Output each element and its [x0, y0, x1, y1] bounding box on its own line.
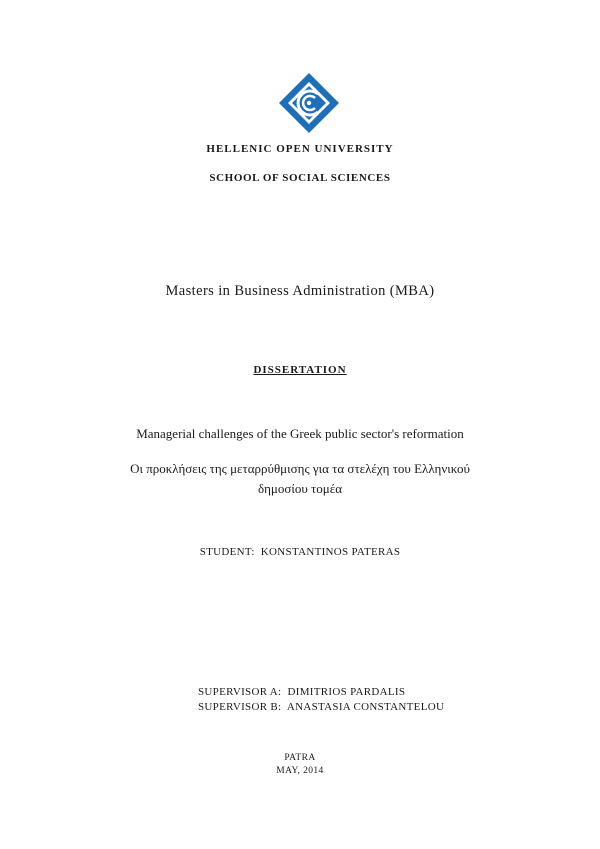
document-type-heading: DISSERTATION: [253, 364, 347, 376]
location: PATRA: [284, 753, 316, 763]
student-name: STUDENT: KONSTANTINOS PATERAS: [199, 546, 401, 558]
supervisor-a: SUPERVISOR A: DIMITRIOS PARDALIS: [198, 686, 406, 698]
program-name: Masters in Business Administration (MBA): [165, 283, 435, 299]
thesis-title-greek-line-2: δημοσίου τομέα: [257, 481, 343, 496]
school-name: SCHOOL OF SOCIAL SCIENCES: [209, 172, 391, 184]
supervisor-b: SUPERVISOR B: ANASTASIA CONSTANTELOU: [198, 701, 445, 713]
university-emblem-icon: [278, 72, 340, 134]
thesis-title-greek-line-1: Οι προκλήσεις της μεταρρύθμισης για τα στελέχη του Ελληνικού: [130, 461, 470, 476]
publication-date: MAY, 2014: [276, 766, 324, 776]
university-name: HELLENIC OPEN UNIVERSITY: [206, 143, 394, 155]
thesis-title-english: Managerial challenges of the Greek public sector's reformation: [136, 426, 464, 441]
